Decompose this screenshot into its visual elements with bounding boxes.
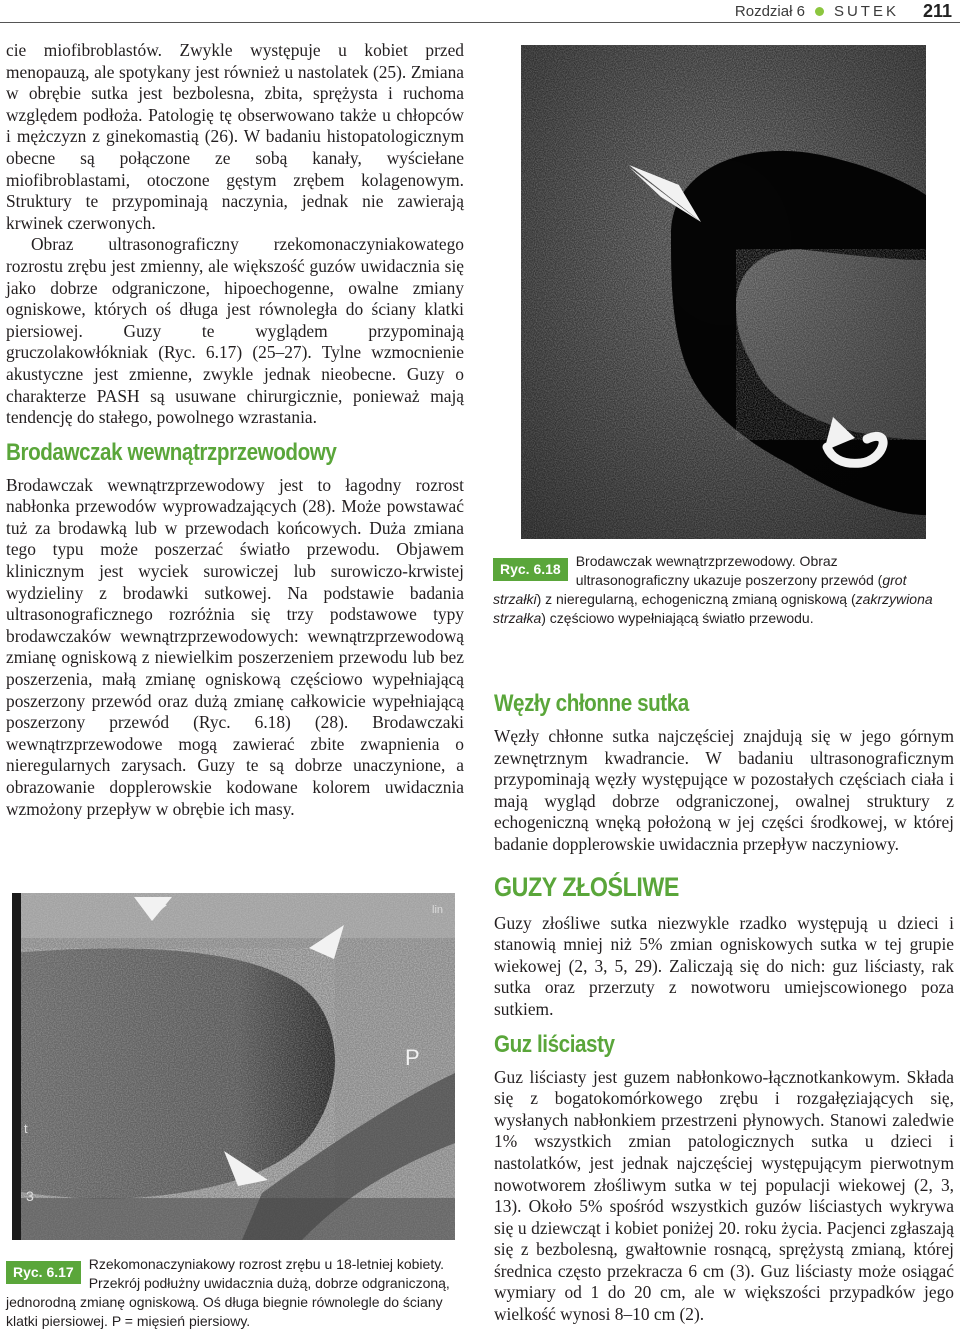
- caption-text: Rzekomonaczyniakowy rozrost zrębu u 18-letniej kobiety. Przekrój podłużny uwidacznia dużą, dobrze odgraniczoną, jednorodną zmianę ogniskową. Oś długa biegnie równolegle do ściany klatki piersiowej. P = mięsień piersiowy.: [6, 1256, 450, 1329]
- paragraph: cie miofibroblastów. Zwykle występuje u kobiet przed menopauzą, ale spotykany jest również u nastolatek (25). Zmiana w obrębie sutka jest bezbolesna, zbita, sprężysta i ruchoma względem podłoża. Patologię tę obserwowano także u chłopców i mężczyzn z ginekomastią (26). W badaniu histopatologicznym obecne są połączone ze sobą kanały, wyściełane miofibroblastami, otoczone gęstym zrębem kolagenowym. Struktury te przypominają naczynia, jednak nie zawierają krwinek czerwonych.: [6, 40, 464, 233]
- paragraph: Guzy złośliwe sutka niezwykle rzadko występują u dzieci i stanowią mniej niż 5% zmian ogniskowych sutka w tej grupie wiekowej (2, 3, 5, 29). Zaliczają się do nich: guz liściasty, rak sutka oraz przerzuty z nowotworu umiejscowionego poza sutkiem.: [494, 912, 954, 1019]
- figure-caption-6-17: [6, 1255, 464, 1331]
- section-heading-guzy: GUZY ZŁOŚLIWE: [494, 871, 679, 902]
- label-p: P: [405, 1045, 420, 1070]
- bullet-dot-icon: [815, 7, 824, 16]
- left-column: [6, 40, 464, 820]
- page-number: 211: [922, 0, 952, 21]
- label-depth-3: 3: [26, 1188, 34, 1204]
- paragraph: Brodawczak wewnątrzprzewodowy jest to łagodny rozrost nabłonka przewodów wyprowadzających (28). Może powstawać tuż za brodawką lub w przewodach końcowych. Duża zmiana tego typu może poszerzać światło przewodu. Objawem klinicznym jest wyciek surowiczej lub surowiczo-krwistej wydzieliny z brodawki sutkowej. Na podstawie badania ultrasonograficznego rozróżnia się trzy podstawowe typy brodawczaków wewnątrzprzewodowych: wewnątrzprzewodową zmianę ogniskową z niewielkim poszerzeniem przewodu lub bez poszerzenia, małą zmianę ogniskową częściowo wypełniającą poszerzony przewód oraz dużą zmianę całkowicie wypełniającą poszerzony przewód (Ryc. 6.18) (28). Brodawczaki wewnątrzprzewodowe mogą zawierać zbite zwapnienia o nieregularnych zarysach. Guzy te są dobrze unaczynione, a obrazowanie dopplerowskie kodowane kolorem uwidacznia wzmożony przepływ w obrębie ich masy.: [6, 474, 464, 819]
- running-header: [735, 0, 952, 22]
- caption-text: ) z nieregularną, echogeniczną zmianą ogniskową (: [536, 591, 856, 607]
- label-lin: lin: [432, 904, 444, 916]
- label-t: t: [24, 1121, 28, 1136]
- figure-caption-6-18: [493, 552, 955, 628]
- figure-label-badge: Ryc. 6.17: [6, 1261, 81, 1284]
- chapter-label: Rozdział 6: [734, 2, 805, 20]
- ultrasound-image-fig-6-17: [12, 893, 455, 1240]
- paragraph: Guz liściasty jest guzem nabłonkowo-łącznotkankowym. Składa się z bogatokomórkowego zrębu i rozgałęziających się, wysłanych nabłonkiem przestrzeni płynowych. Stanowi zaledwie 1% wszystkich zmian patologicznych sutka u dzieci i nastolatków, jest jednak najczęściej występującym pierwotnym nowotworem złośliwym sutka w tej populacji wiekowej (2, 3, 13). Około 5% spośród wszystkich guzów liściastych wykrywa się u dziewcząt i kobiet poniżej 20. roku życia. Pacjenci zgłaszają się z bezbolesną, gwałtownie rosnącą, sprężystą zmianą, której średnica często przekracza 6 cm (3). Guz liściasty może osiągać wymiary od 1 do 20 cm, ale w większości przypadków jego wielkość wynosi 8–10 cm (2).: [494, 1066, 954, 1325]
- caption-italic: grot strzałki: [493, 572, 907, 607]
- right-column: [494, 680, 954, 1326]
- section-heading-brodawczak: Brodawczak wewnątrzprzewodowy: [6, 438, 337, 466]
- caption-text: Brodawczak wewnątrzprzewodowy. Obraz ultrasonograficzny ukazuje poszerzony przewód (: [575, 553, 883, 588]
- caption-text: ) częściowo wypełniającą światło przewodu.: [541, 610, 814, 626]
- section-label: SUTEK: [833, 2, 899, 20]
- header-rule: [0, 22, 960, 23]
- paragraph: Węzły chłonne sutka najczęściej znajdują się w jego górnym zewnętrznym kwadrancie. W badaniu ultrasonograficznym przypominają węzły występujące w pozostałych częściach ciała i mają wygląd dobrze odgraniczonej, owalnej struktury z echogeniczną wnęką położoną w jej części środkowej, w której badanie dopplerowskie uwidacznia przepływ naczyniowy.: [494, 726, 954, 854]
- section-heading-wezly: Węzły chłonne sutka: [494, 690, 689, 717]
- ultrasound-image-fig-6-18: [521, 45, 926, 539]
- caption-italic: zakrzywiona strzałka: [493, 591, 933, 626]
- paragraph: Obraz ultrasonograficzny rzekomonaczyniakowatego rozrostu zrębu jest zmienny, ale większość guzów uwidacznia się jako dobrze odgraniczone, hipoechogenne, owalne zmiany ogniskowe, których oś długa jest równoległa do ściany klatki piersiowej. Guzy te wyglądem przypominają gruczolakowłókniak (Ryc. 6.17) (25–27). Tylne wzmocnienie akustyczne jest zmienne, zwykle jednak nieobecne. Guzy o charakterze PASH są usuwane chirurgicznie, ponieważ mają tendencję do stałego, powolnego wzrastania.: [6, 234, 464, 428]
- figure-label-badge: Ryc. 6.18: [493, 558, 568, 581]
- section-heading-guz-lisciasty: Guz liściasty: [494, 1030, 615, 1058]
